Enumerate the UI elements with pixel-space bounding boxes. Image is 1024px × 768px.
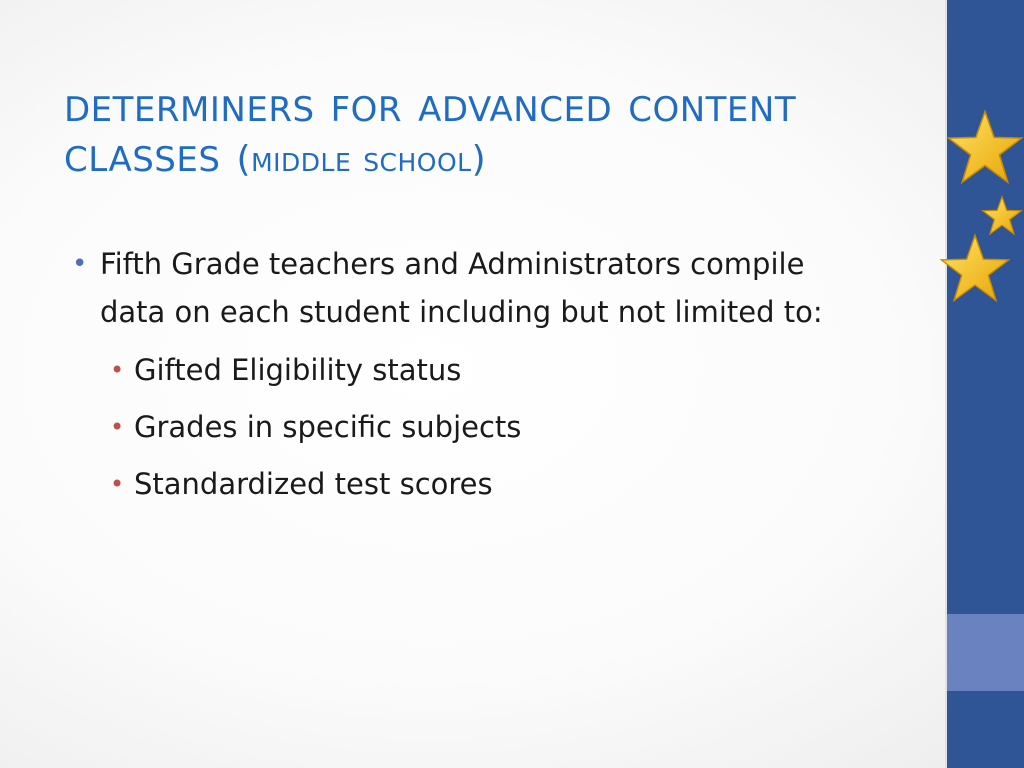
bullet-list — [72, 240, 860, 513]
sub-bullet-list — [100, 342, 860, 513]
sub-bullet-text: Gifted Eligibility status — [134, 353, 462, 387]
slide-title-parenthetical: (middle school) — [236, 139, 487, 180]
slide-title — [64, 76, 924, 185]
side-band-accent-block — [947, 614, 1024, 691]
sub-bullet-icon: • — [110, 356, 125, 384]
sub-list-item — [110, 456, 860, 513]
sub-list-item — [110, 399, 860, 456]
bullet-text: Fifth Grade teachers and Administrators compile data on each student including but not limited to: — [100, 247, 823, 329]
medium-star-icon — [939, 234, 1011, 304]
sub-bullet-icon: • — [110, 413, 125, 441]
sub-list-item — [110, 342, 860, 399]
large-star-icon — [946, 110, 1024, 186]
list-item — [72, 240, 860, 513]
sub-bullet-icon: • — [110, 470, 125, 498]
sub-bullet-text: Grades in specific subjects — [134, 410, 522, 444]
sub-bullet-text: Standardized test scores — [134, 467, 493, 501]
bullet-icon: • — [72, 249, 88, 279]
small-star-icon — [982, 196, 1022, 236]
slide-title-main: determiners for advanced content classes — [64, 76, 797, 183]
